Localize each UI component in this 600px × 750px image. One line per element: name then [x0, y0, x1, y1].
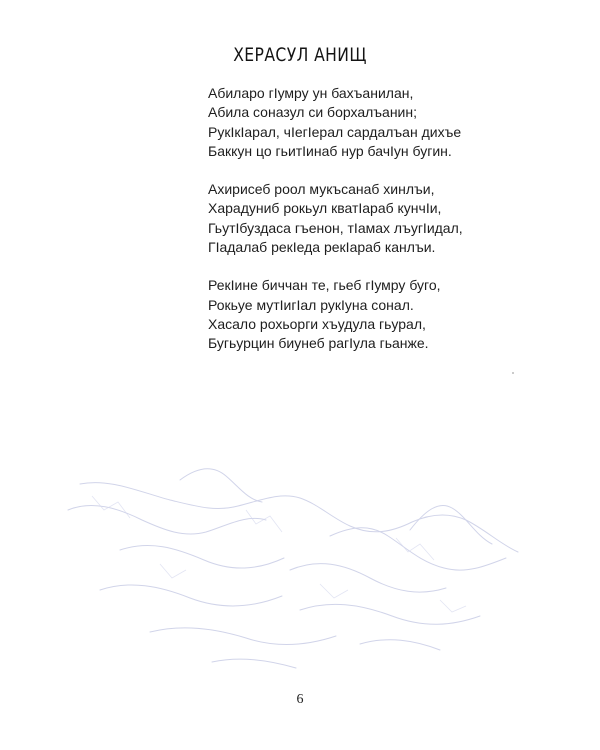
- poem-line: Харадуниб рокьул кватІараб кунчІи,: [208, 200, 442, 217]
- poem-line: Рокьуе мутІигІал рукІуна сонал.: [208, 296, 414, 313]
- paper-speck: [512, 372, 514, 374]
- stanza-2: [208, 180, 548, 257]
- poem-line: ГьутІбуздаса гъенон, тІамах лъугІидал,: [208, 219, 463, 236]
- poem-title: ХЕРАСУЛ АНИЩ: [233, 44, 367, 66]
- poem-line: ГІадалаб рекІеда рекІараб канлъи.: [208, 239, 436, 256]
- page-number: 6: [296, 692, 304, 707]
- poem-line: Баккун цо гьитІинаб нур бачІун бугин.: [208, 142, 452, 159]
- stanza-3: [208, 276, 548, 353]
- poem-body: [208, 84, 548, 373]
- mountain-illustration: [0, 440, 600, 710]
- poem-line: Ахирисеб роол мукъсанаб хинлъи,: [208, 181, 435, 198]
- poem-line: РекІине биччан те, гьеб гІумру буго,: [208, 277, 441, 294]
- poem-line: Абила соназул си борхалъанин;: [208, 104, 417, 121]
- poem-line: Бугьурцин биунеб рагІула гьанже.: [208, 335, 429, 352]
- poem-line: Хасало рохьорги хъудула гьурал,: [208, 315, 426, 332]
- poem-line: РукІкІарал, чІегІерал сардалъан дихъе: [208, 123, 462, 140]
- poem-line: Абиларо гІумру ун бахъанилан,: [208, 85, 414, 101]
- stanza-1: [208, 84, 548, 161]
